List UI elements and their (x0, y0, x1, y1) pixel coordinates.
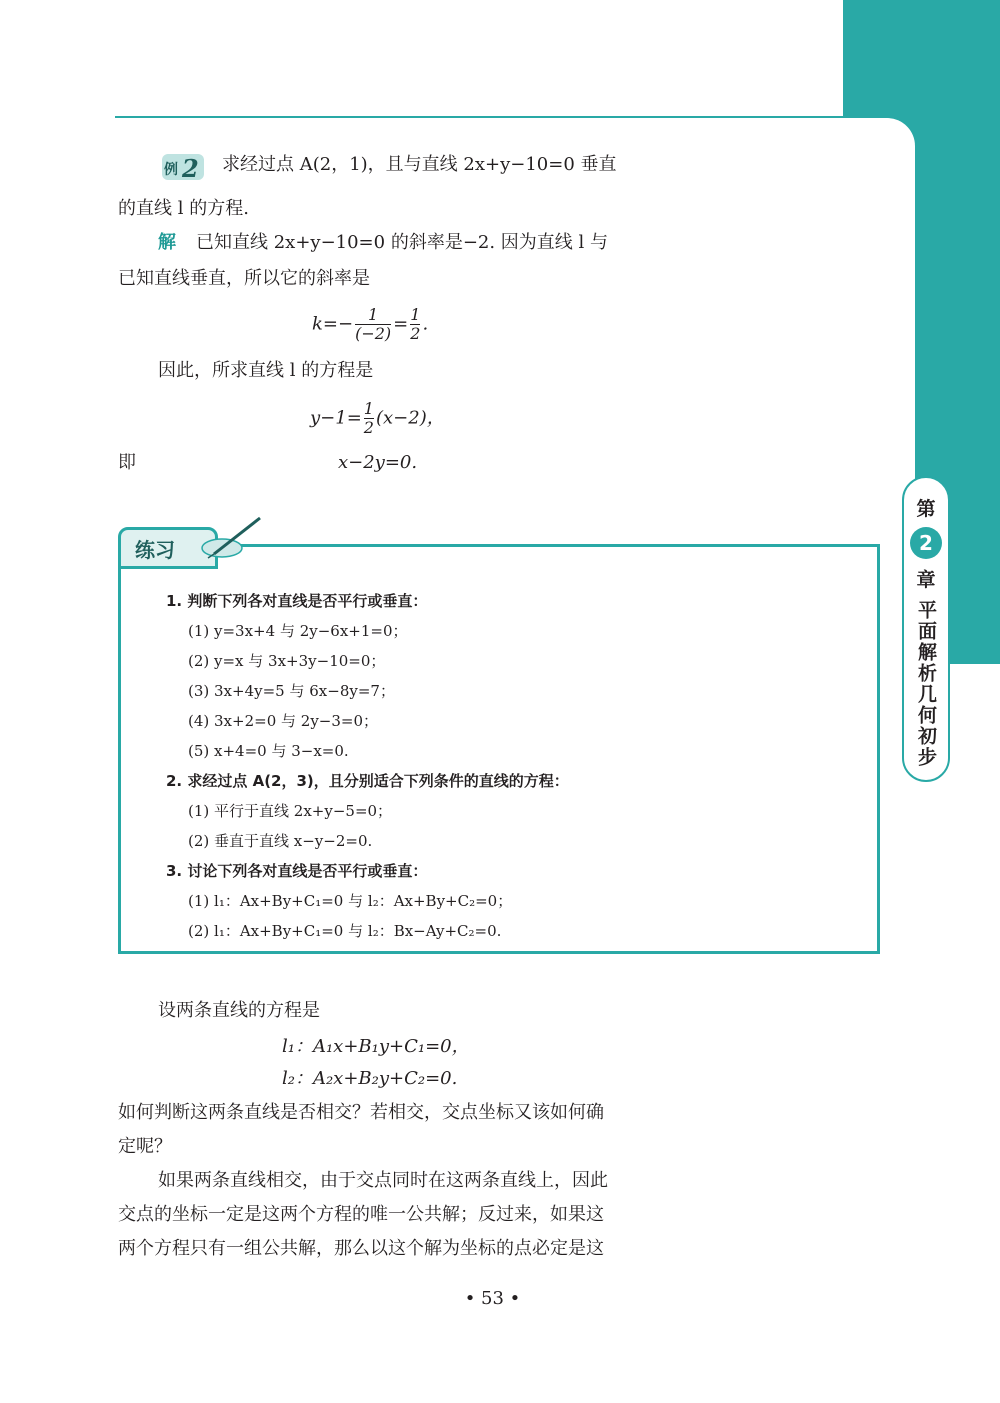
fraction (355, 306, 391, 343)
body-paragraph-1: 设两条直线的方程是 (158, 1000, 320, 1021)
eq2-right: (x−2)， (375, 407, 445, 429)
body-paragraph-3-line2: 交点的坐标一定是这两个方程的唯一公共解；反过来，如果这 (118, 1204, 604, 1225)
question-1: 1. 判断下列各对直线是否平行或垂直： (166, 592, 428, 610)
ji-label: 即 (118, 452, 136, 473)
q2-item-2: (2) 垂直于直线 x−y−2=0. (188, 832, 373, 850)
denominator: 2 (363, 418, 374, 437)
q2-item-1: (1) 平行于直线 2x+y−5=0； (188, 802, 393, 820)
example-question-line2: 的直线 l 的方程. (118, 198, 249, 219)
solution-label: 解 (158, 232, 176, 253)
chapter-title: 平面解析几何初步 (915, 600, 937, 768)
denominator: 2 (410, 324, 421, 343)
numerator: 1 (410, 305, 421, 324)
practice-title: 练习 (118, 527, 218, 569)
svg-text:2: 2 (182, 154, 199, 182)
line-equation (310, 400, 445, 437)
q1-item-1: (1) y=3x+4 与 2y−6x+1=0； (188, 622, 408, 640)
fraction (364, 400, 374, 437)
example-badge-icon (160, 150, 206, 182)
solution-line2: 已知直线垂直，所以它的斜率是 (118, 268, 370, 289)
eq1-left: k=− (312, 313, 354, 335)
chapter-prefix: 第 (916, 498, 936, 520)
fraction (410, 306, 420, 343)
pen-icon (198, 514, 268, 564)
q1-item-3: (3) 3x+4y=5 与 6x−8y=7； (188, 682, 395, 700)
equation-l1: l₁：A₁x+B₁y+C₁=0， (282, 1036, 470, 1057)
eq1-equals: = (393, 313, 409, 335)
chapter-suffix: 章 (916, 569, 936, 591)
slope-equation (312, 306, 428, 343)
q1-item-2: (2) y=x 与 3x+3y−10=0； (188, 652, 386, 670)
q1-item-5: (5) x+4=0 与 3−x=0. (188, 742, 349, 760)
page-number: • 53 • (464, 1288, 521, 1309)
example-question-line1: 求经过点 A(2，1)，且与直线 2x+y−10=0 垂直 (222, 154, 617, 175)
q3-item-2: (2) l₁：Ax+By+C₁=0 与 l₂：Bx−Ay+C₂=0. (188, 922, 502, 940)
chapter-number: 2 (910, 527, 942, 559)
eq1-end: . (422, 313, 429, 335)
numerator: 1 (368, 305, 379, 324)
q3-item-1: (1) l₁：Ax+By+C₁=0 与 l₂：Ax+By+C₂=0； (188, 892, 513, 910)
denominator: (−2) (355, 324, 392, 343)
body-paragraph-3-line3: 两个方程只有一组公共解，那么以这个解为坐标的点必定是这 (118, 1238, 604, 1259)
final-equation: x−2y=0. (338, 452, 418, 473)
equation-l2: l₂：A₂x+B₂y+C₂=0. (282, 1068, 458, 1089)
question-2: 2. 求经过点 A(2，3)，且分别适合下列条件的直线的方程： (166, 772, 569, 790)
body-paragraph-2-line2: 定呢？ (118, 1136, 172, 1157)
q1-item-4: (4) 3x+2=0 与 2y−3=0； (188, 712, 379, 730)
body-paragraph-2-line1: 如何判断这两条直线是否相交？若相交，交点坐标又该如何确 (118, 1102, 604, 1123)
solution-line1: 已知直线 2x+y−10=0 的斜率是−2. 因为直线 l 与 (196, 232, 608, 253)
numerator: 1 (363, 399, 374, 418)
eq2-left: y−1= (310, 407, 362, 429)
svg-text:例: 例 (164, 162, 178, 178)
chapter-tab[interactable] (902, 476, 950, 782)
body-paragraph-3-line1: 如果两条直线相交，由于交点同时在这两条直线上，因此 (158, 1170, 608, 1191)
therefore-line: 因此，所求直线 l 的方程是 (158, 360, 374, 381)
question-3: 3. 讨论下列各对直线是否平行或垂直： (166, 862, 428, 880)
